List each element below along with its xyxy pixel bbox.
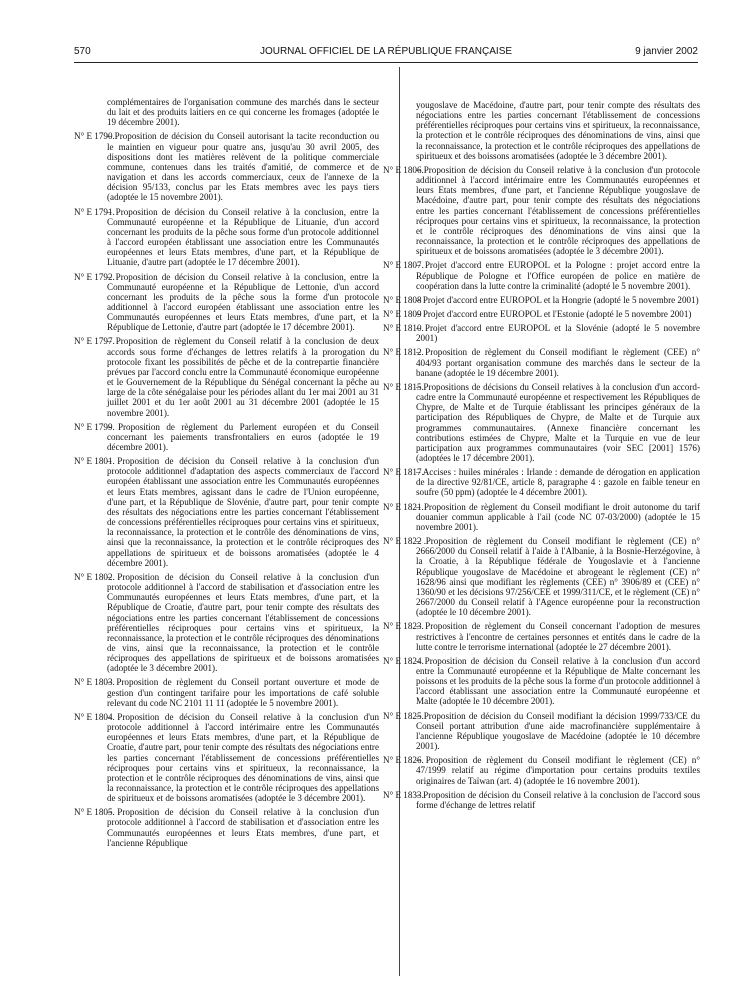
entry-text: – Proposition de décision du Conseil relative à la conclusion d'un protocole additionnel à l'accord intérimaire entre les Communautés européennes et leurs Etats membres, d'une part, et la République de Croatie, d'autre part, pour tenir compte des résultats des négociations entre les parties concernant l'établissement de concessions préférentielles réciproques pour certains vins et spiritueux, la reconnaissance, la protection et le contrôle réciproques des dénominations de vins, ainsi que la reconnaissance, la protection et le contrôle réciproques des appellations de spiritueux et de boissons aromatisées (adoptée le 3 décembre 2001). [107, 711, 379, 804]
header-rule [74, 62, 698, 63]
entry-number: N° E 1817. [383, 467, 424, 478]
journal-entry [383, 260, 700, 290]
journal-entry [74, 712, 379, 803]
entry-text: – Proposition de règlement du Conseil modifiant le droit autonome du tarif douanier commun applicable à l'ail (code NC 07-03/2000) (adoptée le 15 novembre 2001). [416, 501, 700, 532]
entry-text: – Proposition de décision du Conseil relative à la conclusion d'un protocole additionnel à l'accord de stabilisation et d'association entre les Communautés européennes et leurs Etats membres, d'une part, et la République de Croatie, d'autre part, pour tenir compte des résultats des négociations entre les parties concernant l'établissement de concessions préférentielles réciproques pour certains vins et spiritueux, la reconnaissance, la protection et le contrôle réciproques des dénominations de vins, ainsi que la reconnaissance, la protection et le contrôle réciproques des appellations de spiritueux et de boissons aromatisées (adoptée le 3 décembre 2001). [107, 571, 379, 674]
journal-entry [74, 807, 379, 848]
journal-entry [74, 97, 379, 127]
entry-text: – Proposition de décision du Conseil relative à la conclusion, entre la Communauté européenne et la République de Lettonie, d'un accord concernant les produits de la pêche sous la forme d'un protocole additionnel à l'accord européen établissant une association entre les Communautés européennes et leurs Etats membres, d'une part, et la République de Lettonie, d'autre part (adoptée le 17 décembre 2001). [107, 271, 379, 333]
page-header [74, 46, 698, 62]
entry-text: – Proposition de décision du Conseil relative à la conclusion d'un accord entre la Communauté européenne et la République de Malte concernant les poissons et les produits de la pêche sous la forme d'un protocole additionnel à l'accord établissant une association entre la Communauté européenne et Malte (adoptée le 10 décembre 2001). [416, 655, 700, 707]
entry-number: N° E 1806. [383, 164, 424, 175]
left-column [74, 97, 379, 852]
entry-text: – Projet d'accord entre EUROPOL et la Pologne : projet accord entre la République de Pologne et l'Office européen de police en matière de coopération dans la lutte contre la criminalité (adopté le 5 novembre 2001). [416, 260, 700, 291]
entry-number: N° E 1824. [383, 655, 424, 666]
journal-entry [383, 755, 700, 785]
entry-number: N° E 1805. [74, 807, 115, 818]
entry-number: N° E 1802. [74, 571, 115, 582]
journal-entry [383, 621, 700, 651]
journal-entry [74, 336, 379, 417]
journal-entry [74, 677, 379, 707]
page-number: 570 [74, 46, 91, 57]
entry-text: – Accises : huiles minérales : Irlande : demande de dérogation en application de la directive 92/81/CE, article 8, paragraphe 4 : gazole en faible teneur en soufre (50 ppm) (adoptée le 4 décembre 2001). [416, 467, 700, 498]
journal-entry [383, 309, 700, 319]
entry-number [74, 97, 107, 127]
journal-entry [74, 572, 379, 674]
entry-text: – Proposition de décision du Conseil relative à la conclusion de l'accord sous forme d'échange de lettres relatif [416, 789, 700, 810]
journal-entry [383, 790, 700, 810]
entry-text: – Projet d'accord entre EUROPOL et la Hongrie (adopté le 5 novembre 2001) [416, 294, 699, 305]
entry-text: – Proposition de décision du Conseil autorisant la tacite reconduction ou le maintien en vigueur pour quatre ans, jusqu'au 30 avril 2005, des dispositions dont les matières relèvent de la politique commerciale commune, contenues dans les traités d'amitié, de commerce et de navigation et dans les accords commerciaux, ceux de l'annexe de la décision 95/133, conclus par les Etats membres avec les pays tiers (adoptée le 15 novembre 2001). [107, 131, 379, 203]
entry-number: N° E 1797. [74, 336, 115, 347]
journal-entry [383, 536, 700, 617]
entry-number: N° E 1815. [383, 381, 424, 392]
entry-text: – Proposition de décision du Conseil relative à la conclusion, entre la Communauté européenne et la République de Lituanie, d'un accord concernant les produits de la pêche sous forme d'un protocole additionnel à l'accord européen établissant une association entre les Communautés européennes et leurs Etats membres, d'une part, et la République de Lituanie, d'autre part (adoptée le 17 décembre 2001). [107, 206, 379, 268]
entry-number: N° E 1833. [383, 789, 424, 800]
journal-entry [383, 295, 700, 305]
journal-entry [74, 131, 379, 202]
journal-entry [383, 382, 700, 463]
entry-number: N° E 1803. [74, 677, 115, 688]
journal-entry [383, 711, 700, 752]
entry-number: N° E 1792. [74, 271, 115, 282]
journal-entry [383, 656, 700, 707]
entry-text: – Proposition de décision du Conseil relative à la conclusion d'un protocole additionnel d'adaptation des aspects commerciaux de l'accord européen établissant une association entre les Communautés européennes et leurs Etats membres, agissant dans le cadre de l'Union européenne, d'une part, et la République de Slovénie, d'autre part, pour tenir compte des résultats des négociations entre les parties concernant l'établissement de concessions préférentielles réciproques pour certains vins et spiritueux, la reconnaissance, la protection et le contrôle des dénominations de vins, ainsi que la reconnaissance, la protection et le contrôle réciproques des appellations de spiritueux et de boissons aromatisées (adoptée le 4 décembre 2001). [107, 456, 379, 568]
journal-entry [383, 323, 700, 343]
entry-number [383, 100, 416, 161]
entry-number: N° E 1810. [383, 323, 424, 334]
journal-title: JOURNAL OFFICIEL DE LA RÉPUBLIQUE FRANÇAISE [259, 46, 513, 57]
entry-text: – Propositions de décisions du Conseil relatives à la conclusion d'un accord-cadre entre la Communauté européenne et respectivement les Républiques de Chypre, de Malte et de Turquie établissant les principes généraux de la participation des Républiques de Chypre, de Malte et de Turquie aux programmes communautaires. (Annexe financière concernant les contributions estimées de Chypre, Malte et la Turquie en vue de leur participation aux programmes communautaires (voir SEC [2001] 1576) (adoptées le 17 décembre 2001). [416, 381, 700, 463]
entry-number: N° E 1808 [383, 294, 422, 305]
entry-text: complémentaires de l'organisation commune des marchés dans le secteur du lait et des produits laitiers en ce qui concerne les fromages (adoptée le 19 décembre 2001). [107, 97, 379, 128]
journal-entry [383, 165, 700, 256]
entry-text: – Proposition de décision du Conseil relative à la conclusion d'un protocole additionnel à l'accord de stabilisation et d'association entre les Communautés européennes et leurs Etats membres, d'une part, et l'ancienne République [107, 807, 379, 848]
entry-number: N° E 1825. [383, 710, 424, 721]
entry-number: N° E 1823. [383, 621, 424, 632]
journal-entry [383, 502, 700, 532]
entry-text: – Proposition de règlement du Conseil modifiant le règlement (CE) n° 2666/2000 du Conseil relatif à l'aide à l'Albanie, à la Bosnie-Herzégovine, à la Croatie, à la République fédérale de Yougoslavie et à l'ancienne République yougoslave de Macédoine et abrogeant le règlement (CE) n° 1628/96 ainsi que modifiant les règlements (CEE) n° 3906/89 et (CEE) n° 1360/90 et les décisions 97/256/CEE et 1999/311/CE, et le règlement (CE) n° 2667/2000 du Conseil relatif à l'Agence européenne pour la reconstruction (adoptée le 10 décembre 2001). [416, 536, 700, 618]
entry-number: N° E 1822 . [383, 536, 427, 547]
entry-text: – Proposition de règlement du Conseil modifiant le règlement (CEE) n° 404/93 portant organisation commune des marchés dans le secteur de la banane (adoptée le 19 décembre 2001). [416, 347, 700, 378]
entry-number: N° E 1809 [383, 308, 422, 319]
entry-number: N° E 1826. [383, 755, 424, 766]
entry-number: N° E 1807. [383, 260, 424, 271]
entry-text: yougoslave de Macédoine, d'autre part, pour tenir compte des résultats des négociations entre les parties concernant l'établissement de concessions préférentielles réciproques pour certains vins et spiritueux, la reconnaissance, la protection et le contrôle réciproques des dénominations de vins, ainsi que la reconnaissance, la protection et le contrôle réciproques des appellations de spiritueux et des boissons aromatisées (adoptée le 3 décembre 2001). [416, 100, 700, 161]
entry-number: N° E 1799. [74, 421, 115, 432]
entry-number: N° E 1801. [74, 456, 115, 467]
entry-text: – Projet d'accord entre EUROPOL et la Slovénie (adopté le 5 novembre 2001) [416, 323, 700, 344]
entry-text: – Proposition de règlement du Conseil portant ouverture et mode de gestion d'un contingent tarifaire pour les importations de café soluble relevant du code NC 2101 11 11 (adoptée le 5 novembre 2001). [107, 677, 379, 708]
entry-number: N° E 1821. [383, 501, 424, 512]
entry-text: – Proposition de règlement du Conseil modifiant le règlement (CE) n° 47/1999 relatif au régime d'importation pour certains produits textiles originaires de Taïwan (art. 4) (adoptée le 16 novembre 2001). [416, 755, 700, 786]
entry-text: – Proposition de décision du Conseil modifiant la décision 1999/733/CE du Conseil portant attribution d'une aide macrofinancière supplémentaire à l'ancienne République yougoslave de Macédoine (adoptée le 10 décembre 2001). [416, 710, 700, 752]
entry-text: – Proposition de règlement du Conseil relatif à la conclusion de deux accords sous forme d'échanges de lettres relatifs à la prorogation du protocole fixant les possibilités de pêche et de la contrepartie financière prévues par l'accord conclu entre la Communauté économique européenne et le Gouvernement de la République du Sénégal concernant la pêche au large de la côte sénégalaise pour les périodes allant du 1er mai 2001 au 31 juillet 2001 et du 1er août 2001 au 31 décembre 2001 (adoptée le 15 novembre 2001). [107, 336, 379, 418]
journal-entry [383, 347, 700, 377]
right-column [383, 100, 700, 814]
journal-entry [74, 272, 379, 333]
entry-number: N° E 1804. [74, 711, 115, 722]
journal-entry [383, 467, 700, 497]
issue-date: 9 janvier 2002 [635, 46, 698, 57]
entry-text: – Proposition de décision du Conseil relative à la conclusion d'un protocole additionnel à l'accord intérimaire entre les Communautés européennes et leurs Etats membres, d'une part, et l'ancienne République yougoslave de Macédoine, d'autre part, pour tenir compte des résultats des négociations entre les parties concernant l'établissement de concessions préférentielles réciproques pour certains vins et spiritueux, la reconnaissance, la protection et le contrôle réciproques des dénominations de vins ainsi que la reconnaissance, la protection et le contrôle réciproques des appellations de spiritueux et de boissons aromatisées (adoptée le 3 décembre 2001). [416, 164, 700, 257]
journal-entry [74, 422, 379, 452]
entry-number: N° E 1790. [74, 131, 115, 142]
journal-entry [383, 100, 700, 161]
entry-text: – Proposition de règlement du Conseil concernant l'adoption de mesures restrictives à l'encontre de certaines personnes et entités dans le cadre de la lutte contre le terrorisme international (adoptée le 27 décembre 2001). [416, 621, 700, 652]
journal-entry [74, 456, 379, 568]
entry-number: N° E 1791. [74, 206, 115, 217]
entry-text: – Proposition de règlement du Parlement européen et du Conseil concernant les paiements transfrontaliers en euros (adoptée le 19 décembre 2001). [107, 421, 379, 452]
entry-number: N° E 1812. [383, 347, 424, 358]
entry-text: – Projet d'accord entre EUROPOL et l'Estonie (adopté le 5 novembre 2001) [416, 308, 692, 319]
journal-entry [74, 207, 379, 268]
